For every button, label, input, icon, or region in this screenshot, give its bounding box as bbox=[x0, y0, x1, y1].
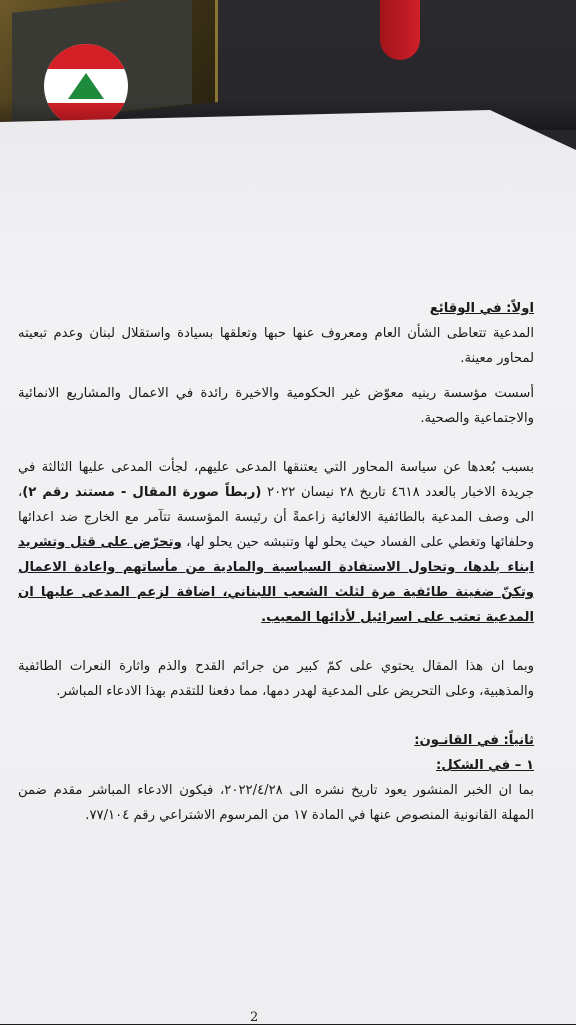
paragraph-3-underlined: وتحرّض على قتل وتشريد ابناء بلدها، وتحاول الاستفادة السياسية والمادية من مأساتهم واعادة الاعمال وتكنّ ضغينة طائفية مرة لثلث الشعب اللبناني، اضافة لزعم المدعى عليها ان المدعية تعتب على اسرائيل لأدائها المعيب. bbox=[18, 535, 534, 625]
spacer bbox=[18, 431, 534, 455]
heading-law: ثانياً: في القانـون: bbox=[414, 733, 534, 748]
cedar-icon bbox=[68, 73, 104, 99]
paragraph-3 bbox=[18, 455, 534, 630]
page-number: 2 bbox=[250, 1010, 259, 1025]
paragraph-3-text-a: بسبب بُعدها عن سياسة المحاور التي يعتنقها المدعى عليهم، لجأت المدعى عليها الثالثة في جريدة الاخبار بالعدد ٤٦١٨ تاريخ ٢٨ نيسان ٢٠٢٢ bbox=[18, 460, 534, 500]
paragraph-1: المدعية تتعاطى الشأن العام ومعروف عنها حبها وتعلقها بسيادة واستقلال لبنان وعدم تبعيته لمحاور معينة. bbox=[18, 326, 534, 366]
red-object bbox=[380, 0, 420, 60]
heading-form: ١ – في الشكل: bbox=[435, 758, 534, 773]
flag-red-top bbox=[44, 44, 128, 69]
paragraph-3-reference: (ربطاً صورة المقال - مستند رقم ٢) bbox=[22, 485, 262, 500]
document-body bbox=[18, 296, 534, 828]
spacer bbox=[18, 704, 534, 728]
paragraph-3-text-b: ، الى وصف المدعية بالطائفية الالغائية زاعمةً أن رئيسة المؤسسة تتآمر مع الخارج ضد اعدائها وحلفائها وتغطي على الفساد حيث يحلو لها وتنبشه حين يحلو لها، bbox=[18, 485, 535, 550]
spacer bbox=[18, 371, 534, 381]
spacer bbox=[18, 630, 534, 654]
heading-facts: اولاً: في الوقائع bbox=[429, 301, 534, 316]
paragraph-5: بما ان الخبر المنشور يعود تاريخ نشره الى ٢٠٢٢/٤/٢٨، فيكون الادعاء المباشر مقدم ضمن المهلة القانونية المنصوص عنها في المادة ١٧ من المرسوم الاشتراعي رقم ٧٧/١٠٤. bbox=[18, 783, 534, 823]
paragraph-4: وبما ان هذا المقال يحتوي على كمّ كبير من جرائم القدح والذم واثارة النعرات الطائفية والمذهبية، وعلى التحريض على المدعية لهدر دمها، مما دفعنا للتقدم بهذا الادعاء المباشر. bbox=[18, 659, 534, 699]
paragraph-2: أسست مؤسسة رينيه معوّض غير الحكومية والاخيرة رائدة في الاعمال والمشاريع الانمائية والاجتماعية والصحية. bbox=[18, 386, 534, 426]
